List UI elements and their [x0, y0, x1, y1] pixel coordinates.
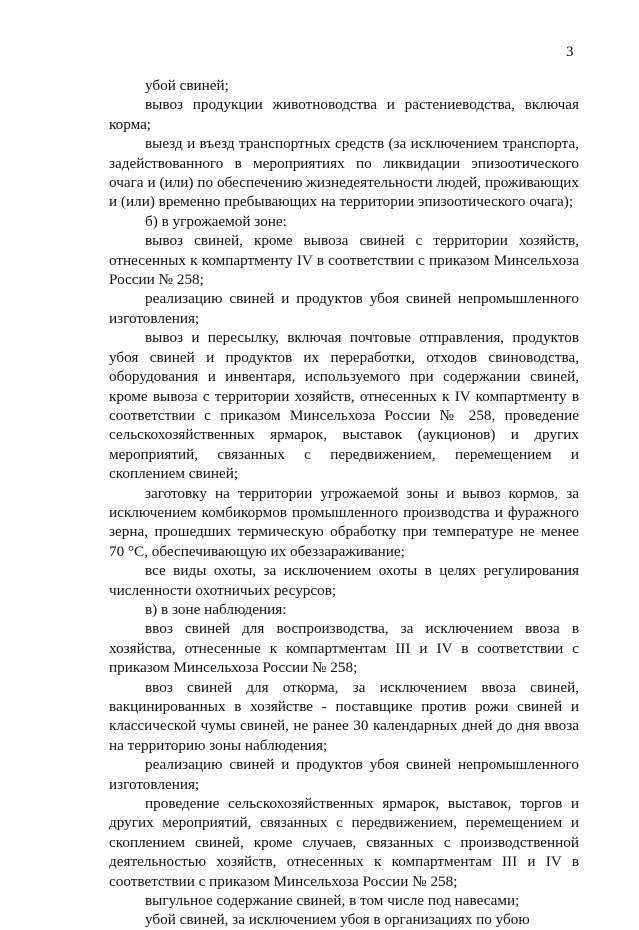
paragraph-slaughter: убой свиней; [145, 77, 229, 94]
page-number: 3 [566, 44, 574, 60]
paragraph-fairs: проведение сельскохозяйственных ярмарок, выставок, торгов и других мероприятий, связанных с передвижением, перемещением и скоплением свиней, кроме случаев, связанных с производственной деятельностью хозяйств, отнесенных к компартментам III и IV в соответствии с приказом Минсельхоза России № 258; [109, 795, 579, 890]
paragraph-free-range: выгульное содержание свиней, в том числе под навесами; [145, 892, 520, 910]
paragraph-threatened-zone-heading: б) в угрожаемой зоне: [145, 212, 287, 230]
paragraph-vehicle-movement: выезд и въезд транспортных средств (за исключением транспорта, задействованного в мероприятиях по ликвидации эпизоотического очага и (или) по обеспечению жизнедеятельности людей, проживающих и (или) временно пребывающих на территории эпизоотического очага); [109, 135, 579, 211]
paragraph-export-pigs: вывоз свиней, кроме вывоза свиней с территории хозяйств, отнесенных к компартменту IV в соответствии с приказом Минсельхоза России № 258; [109, 232, 579, 289]
paragraph-import-fattening: ввоз свиней для откорма, за исключением ввоза свиней, вакцинированных в хозяйстве - поставщике против рожи свиней и классической чумы свиней, не ранее 30 календарных дней до дня ввоза на территорию зоны наблюдения; [109, 678, 579, 754]
paragraph-export-produce: вывоз продукции животноводства и растениеводства, включая корма; [109, 96, 579, 133]
document-body [109, 76, 579, 930]
paragraph-export-products: вывоз и пересылку, включая почтовые отправления, продуктов убоя свиней и продуктов их переработки, отходов свиноводства, оборудования и инвентаря, используемого при содержании свиней, кроме вывоза с территории хозяйств, отнесенных к IV компартменту в соответствии с приказом Минсельхоза России № 258, проведение сельскохозяйственных ярмарок, выставок (аукционов) и других мероприятий, связанных с передвижением, перемещением и скоплением свиней; [109, 329, 579, 483]
paragraph-feed-procurement: заготовку на территории угрожаемой зоны и вывоз кормов, за исключением комбикормов промышленного производства и фуражного зерна, прошедших термическую обработку при температуре не менее 70 °С, обеспечивающую их обеззараживание; [109, 484, 579, 560]
paragraph-import-breeding: ввоз свиней для воспроизводства, за исключением ввоза в хозяйства, отнесенные к компартментам III и IV в соответствии с приказом Минсельхоза России № 258; [109, 620, 579, 677]
paragraph-observation-zone-heading: в) в зоне наблюдения: [145, 600, 287, 618]
paragraph-hunting: все виды охоты, за исключением охоты в целях регулирования численности охотничьих ресурсов; [109, 562, 579, 599]
paragraph-sale-pigs: реализацию свиней и продуктов убоя свиней непромышленного изготовления; [109, 290, 579, 327]
paragraph-slaughter-exception: убой свиней, за исключением убоя в организациях по убою [145, 911, 530, 929]
paragraph-sale-pigs-observation: реализацию свиней и продуктов убоя свиней непромышленного изготовления; [109, 756, 579, 793]
